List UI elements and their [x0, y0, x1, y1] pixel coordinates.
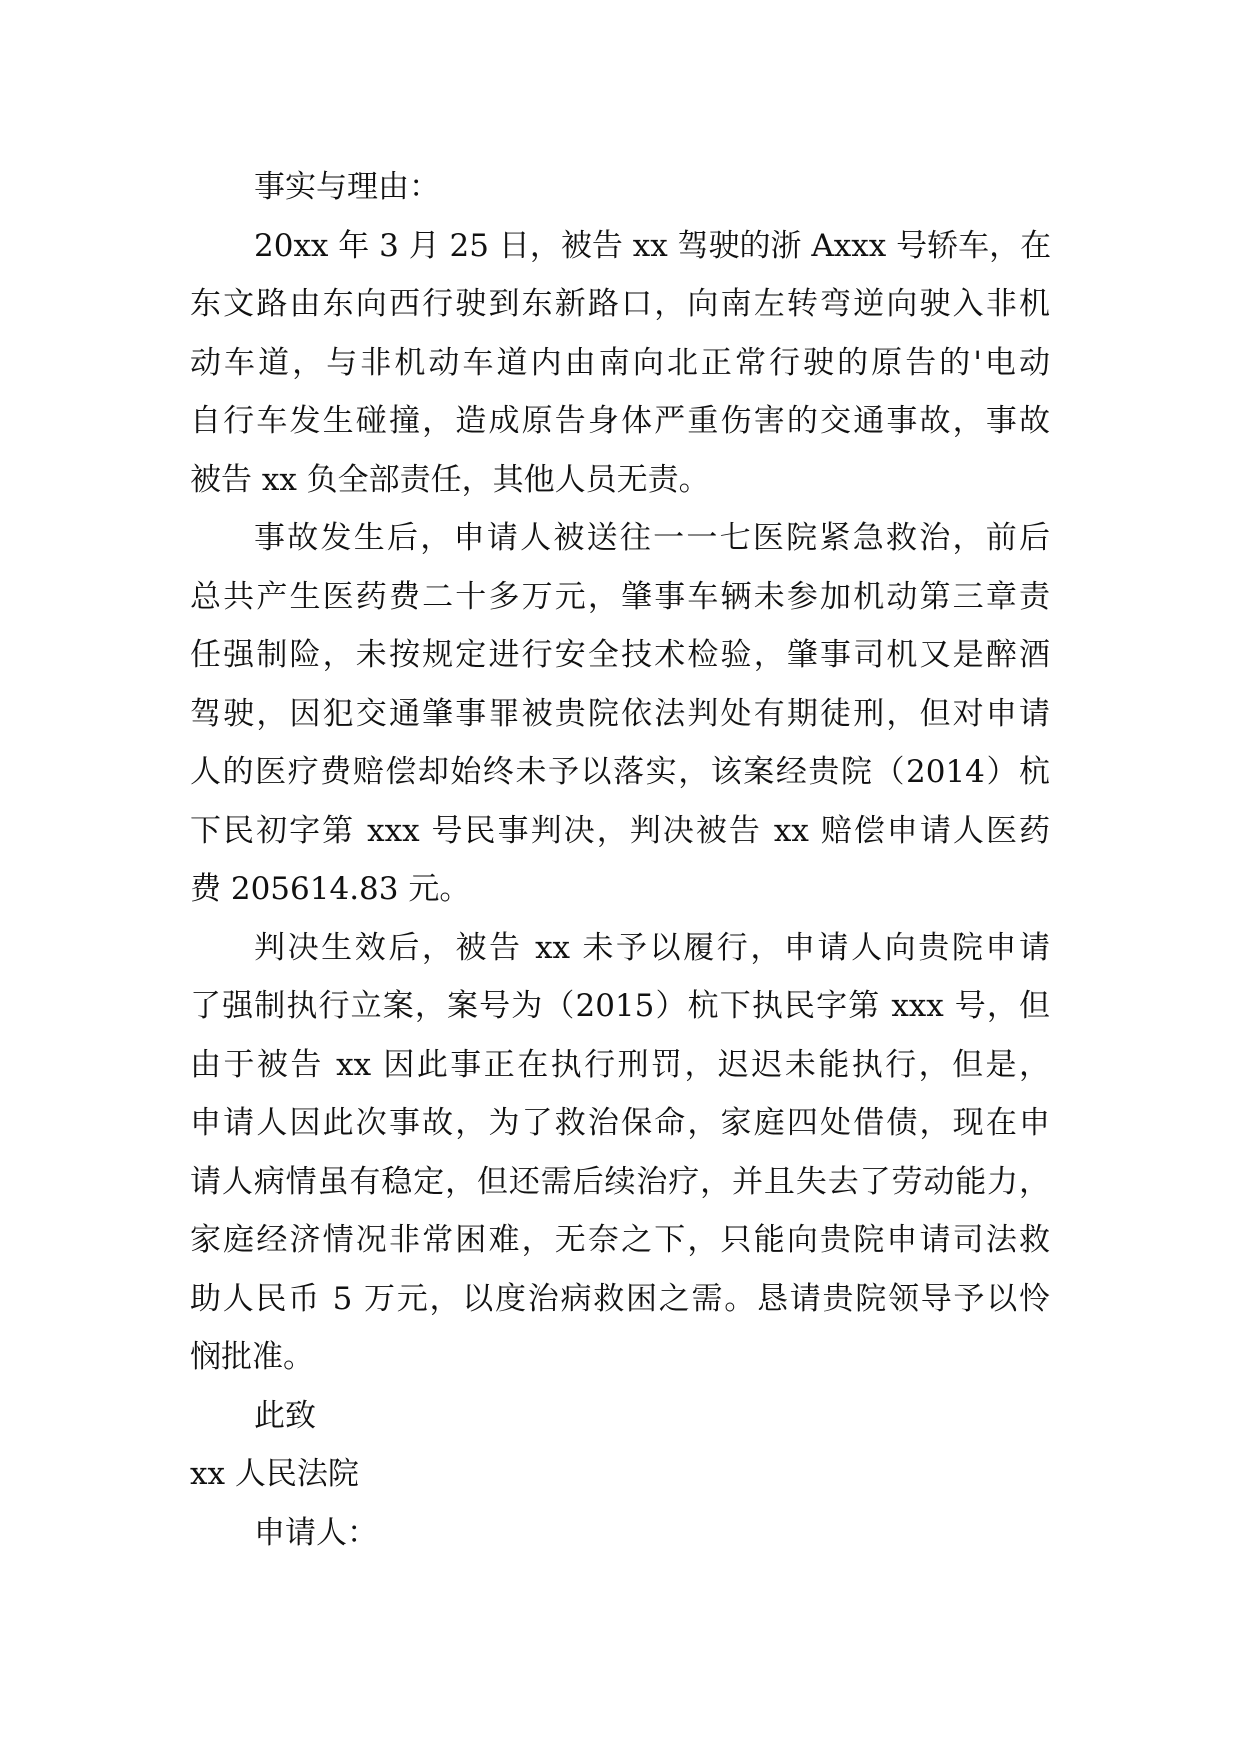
text-line: 事故发生后，申请人被送往一一七医院紧急救治，前后: [254, 520, 1050, 556]
text-line: 助人民币 5 万元，以度治病救困之需。恳请贵院领导予以怜: [190, 1280, 1050, 1317]
text-line: 家庭经济情况非常困难，无奈之下，只能向贵院申请司法救: [190, 1222, 1050, 1258]
text-line: 判决生效后，被告 xx 未予以履行，申请人向贵院申请: [254, 929, 1050, 966]
text-line: 费 205614.83 元。: [190, 871, 471, 907]
text-line: 20xx 年 3 月 25 日，被告 xx 驾驶的浙 Axxx 号轿车，在: [254, 227, 1052, 264]
text-line: 自行车发生碰撞，造成原告身体严重伤害的交通事故，事故: [190, 403, 1050, 439]
text-line: 了强制执行立案，案号为（2015）杭下执民字第 xxx 号，但: [190, 988, 1050, 1024]
text-line: 请人病情虽有稳定，但还需后续治疗，并且失去了劳动能力，: [190, 1163, 1050, 1200]
text-line: 动车道，与非机动车道内由南向北正常行驶的原告的'电动: [190, 344, 1050, 381]
document-body: [190, 158, 1050, 1562]
text-line: 任强制险，未按规定进行安全技术检验，肇事司机又是醉酒: [190, 637, 1050, 673]
text-line: 申请人因此次事故，为了救治保命，家庭四处借债，现在申: [190, 1105, 1050, 1141]
text-line: 驾驶，因犯交通肇事罪被贵院依法判处有期徒刑，但对申请: [190, 695, 1050, 732]
text-line: 总共产生医药费二十多万元，肇事车辆未参加机动第三章责: [190, 578, 1050, 615]
text-line: 被告 xx 负全部责任，其他人员无责。: [190, 461, 710, 498]
text-line: 申请人：: [254, 1514, 378, 1551]
text-line: 事实与理由：: [254, 169, 440, 205]
text-line: 此致: [254, 1397, 316, 1434]
text-line: 由于被告 xx 因此事正在执行刑罚，迟迟未能执行，但是，: [190, 1046, 1050, 1083]
text-line: 下民初字第 xxx 号民事判决，判决被告 xx 赔偿申请人医药: [190, 812, 1050, 849]
text-line: 人的医疗费赔偿却始终未予以落实，该案经贵院（2014）杭: [190, 754, 1050, 790]
text-line: xx 人民法院: [190, 1456, 359, 1492]
text-line: 东文路由东向西行驶到东新路口，向南左转弯逆向驶入非机: [190, 286, 1050, 322]
text-line: 悯批准。: [190, 1339, 314, 1375]
